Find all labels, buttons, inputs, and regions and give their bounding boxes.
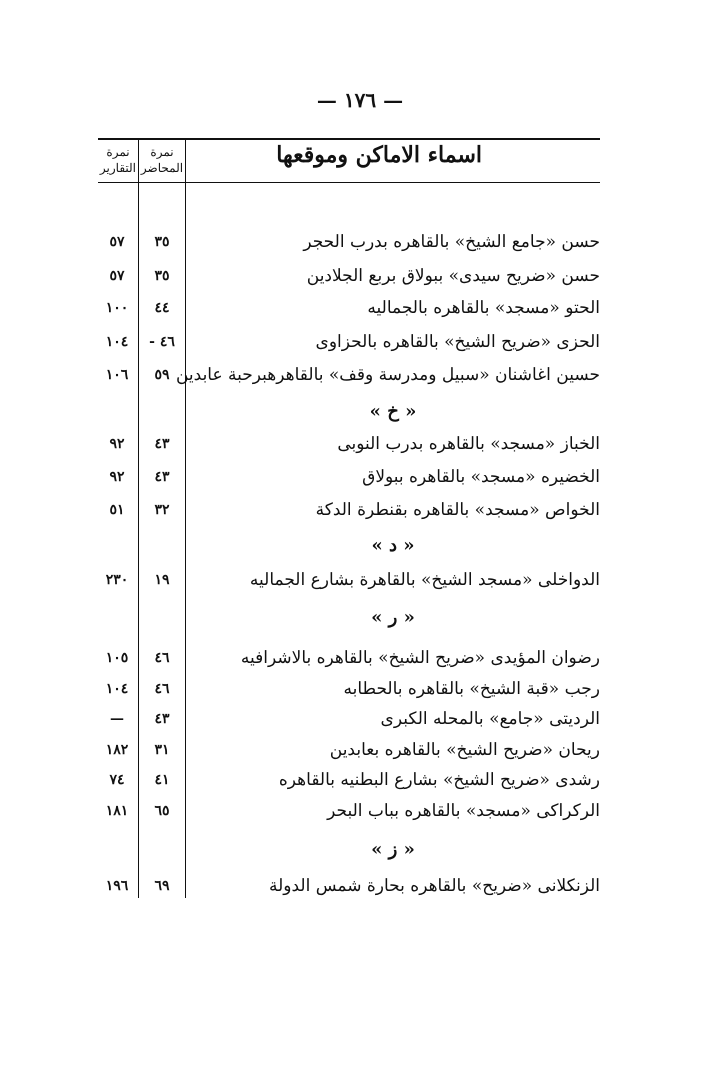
report-number: ٥٧ [109, 234, 125, 250]
report-number: ٧٤ [109, 772, 125, 788]
table-row [98, 566, 600, 594]
minutes-number: ٣٥ [154, 234, 170, 250]
minutes-number: ٤٣ [154, 711, 170, 727]
place-name: حسن «ضريح سيدى» ببولاق بربع الجلادين [306, 266, 600, 286]
table-row [98, 361, 600, 389]
table-header-rule [98, 182, 600, 183]
place-name: الركراكى «مسجد» بالقاهره بباب البحر [327, 801, 600, 821]
report-number: ٥١ [109, 502, 125, 518]
table-row [98, 228, 600, 256]
place-name: الخضيره «مسجد» بالقاهره ببولاق [362, 467, 600, 487]
place-name: رضوان المؤيدى «ضريح الشيخ» بالقاهره بالاشرافيه [240, 648, 600, 668]
minutes-number: ٤٣ [154, 469, 170, 485]
minutes-number: ٤٦ [154, 681, 170, 697]
minutes-number: ٣٢ [154, 502, 170, 518]
minutes-number: ٥٩ [154, 367, 170, 383]
minutes-column-header: نمرة المحاضر [140, 145, 184, 175]
report-number: — [110, 711, 124, 727]
place-name: الدواخلى «مسجد الشيخ» بالقاهرة بشارع الجماليه [249, 570, 600, 590]
report-number: ٩٢ [109, 469, 125, 485]
place-name: الحتو «مسجد» بالقاهره بالجماليه [367, 298, 600, 318]
place-name: حسن «جامع الشيخ» بالقاهره بدرب الحجر [303, 232, 600, 252]
report-number: ١٠٠ [105, 300, 129, 316]
table-row [98, 430, 600, 458]
report-number: ١٨١ [105, 803, 129, 819]
minutes-number: ٤٤ [154, 300, 170, 316]
section-letter-kha: « خ » [369, 401, 417, 422]
place-name: الزنكلانى «ضريح» بالقاهره بحارة شمس الدولة [269, 876, 600, 896]
reports-column-header: نمرة التقارير [99, 145, 136, 175]
place-name: رجب «قبة الشيخ» بالقاهره بالحطابه [343, 679, 600, 699]
table-row [98, 797, 600, 825]
place-name: ريحان «ضريح الشيخ» بالقاهره بعابدين [329, 740, 600, 760]
page-number: — ١٧٦ — [316, 88, 404, 112]
minutes-number: ١٩ [154, 572, 170, 588]
table-row [98, 262, 600, 290]
section-letter-dal: « د » [371, 535, 415, 556]
report-number: ١٠٥ [105, 650, 129, 666]
place-name: حسين اغاشنان «سبيل ومدرسة وقف» بالقاهرهبرحبة عابدين [175, 365, 600, 385]
table-row [98, 463, 600, 491]
place-name: الرديتى «جامع» بالمحله الكبرى [380, 709, 600, 729]
table-row [98, 294, 600, 322]
report-number: ٢٣٠ [105, 572, 129, 588]
report-number: ١٩٦ [105, 878, 129, 894]
place-name: رشدى «ضريح الشيخ» بشارع البطنيه بالقاهره [278, 770, 600, 790]
report-number: ١٨٢ [105, 742, 129, 758]
report-number: ٥٧ [109, 268, 125, 284]
minutes-number: ٦٥ [154, 803, 170, 819]
table-row [98, 496, 600, 524]
table-row [98, 766, 600, 794]
table-row [98, 328, 600, 356]
minutes-number: ٦٩ [154, 878, 170, 894]
minutes-number: ٤٦ - [149, 334, 175, 350]
table-row [98, 736, 600, 764]
table-row [98, 705, 600, 733]
table-row [98, 675, 600, 703]
place-name: الخواص «مسجد» بالقاهره بقنطرة الدكة [315, 500, 600, 520]
minutes-number: ٣٥ [154, 268, 170, 284]
minutes-number: ٣١ [154, 742, 170, 758]
report-number: ١٠٤ [105, 681, 129, 697]
table-row [98, 644, 600, 672]
minutes-number: ٤٦ [154, 650, 170, 666]
table-row [98, 872, 600, 900]
section-letter-ra: « ر » [371, 607, 415, 628]
report-number: ١٠٤ [105, 334, 129, 350]
places-column-header: اسماء الاماكن وموقعها [276, 142, 482, 168]
place-name: الحزى «ضريح الشيخ» بالقاهره بالحزاوى [315, 332, 600, 352]
place-name: الخباز «مسجد» بالقاهره بدرب النوبى [337, 434, 600, 454]
table-top-rule [98, 138, 600, 140]
report-number: ١٠٦ [105, 367, 129, 383]
section-letter-zay: « ز » [371, 839, 415, 860]
minutes-number: ٤١ [154, 772, 170, 788]
minutes-number: ٤٣ [154, 436, 170, 452]
report-number: ٩٢ [109, 436, 125, 452]
